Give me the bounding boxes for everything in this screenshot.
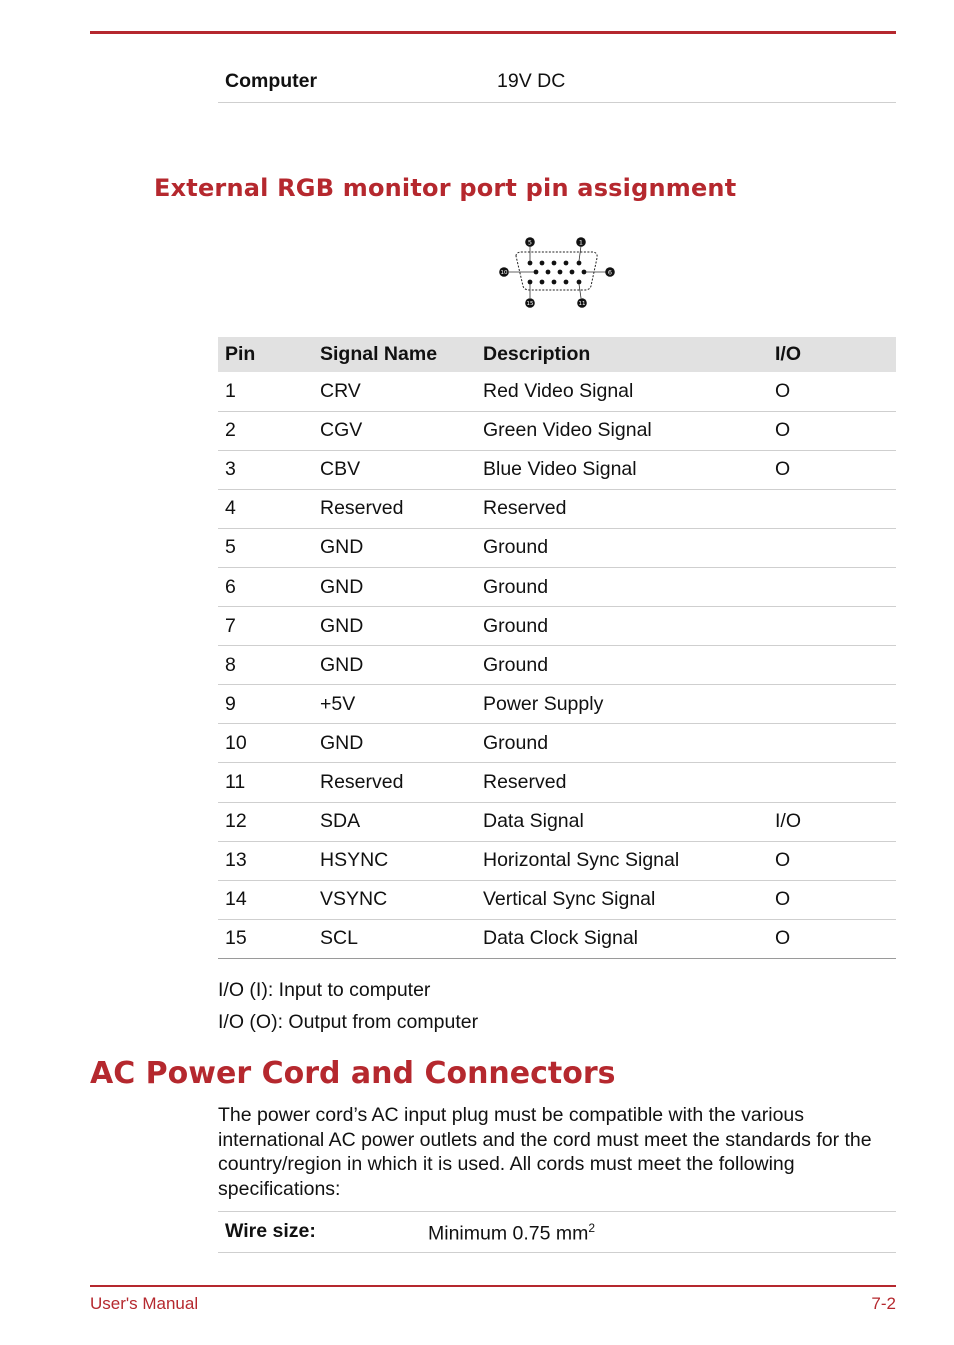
table-row [218, 528, 896, 567]
signal-name: SCL [313, 919, 476, 958]
pin-number: 9 [218, 685, 313, 724]
signal-description: Horizontal Sync Signal [476, 841, 768, 880]
signal-io [768, 724, 896, 763]
signal-description: Data Clock Signal [476, 919, 768, 958]
header-description: Description [476, 337, 768, 372]
signal-io [768, 685, 896, 724]
signal-io [768, 646, 896, 685]
pin-number: 14 [218, 880, 313, 919]
signal-io [768, 607, 896, 646]
signal-description: Ground [476, 528, 768, 567]
signal-description: Vertical Sync Signal [476, 880, 768, 919]
table-row [218, 489, 896, 528]
computer-spec-value: 19V DC [497, 70, 566, 92]
signal-description: Red Video Signal [476, 372, 768, 411]
connector-pins [528, 261, 587, 285]
table-row [218, 763, 896, 802]
pin-number: 1 [218, 372, 313, 411]
note-input: I/O (I): Input to computer [218, 979, 431, 1001]
power-cord-paragraph: The power cord’s AC input plug must be compatible with the various international AC power outlets and the cord must meet the standards for the country/region in which it is used. All cords must meet the following specifications: [218, 1104, 872, 1200]
wire-size-value-wrap [428, 1221, 595, 1246]
pin-number: 11 [218, 763, 313, 802]
header-io: I/O [768, 337, 896, 372]
table-row [218, 450, 896, 489]
signal-io: O [768, 372, 896, 411]
signal-io [768, 489, 896, 528]
table-row [218, 802, 896, 841]
table-row [218, 685, 896, 724]
signal-description: Data Signal [476, 802, 768, 841]
svg-text:10: 10 [500, 270, 508, 277]
table-row [218, 607, 896, 646]
pin-number: 12 [218, 802, 313, 841]
pin-number: 6 [218, 567, 313, 606]
signal-description: Ground [476, 646, 768, 685]
signal-name: CGV [313, 411, 476, 450]
bottom-rule [90, 1285, 896, 1287]
svg-text:5: 5 [527, 238, 533, 247]
table-row [218, 646, 896, 685]
svg-text:1: 1 [578, 238, 584, 247]
wire-size-key: Wire size: [225, 1220, 316, 1242]
section-title: External RGB monitor port pin assignment [154, 174, 737, 202]
pin-label-10 [499, 267, 509, 277]
signal-io: O [768, 880, 896, 919]
vga-connector-diagram [494, 232, 624, 312]
signal-description: Ground [476, 724, 768, 763]
svg-text:6: 6 [607, 268, 613, 277]
header-signal-name: Signal Name [313, 337, 476, 372]
table-row [218, 724, 896, 763]
footer-page-number: 7-2 [871, 1294, 896, 1313]
pin-number: 15 [218, 919, 313, 958]
wire-size-superscript: 2 [588, 1221, 596, 1235]
computer-spec-key: Computer [225, 70, 318, 92]
pin-number: 5 [218, 528, 313, 567]
pin-number: 4 [218, 489, 313, 528]
signal-description: Reserved [476, 763, 768, 802]
signal-io [768, 567, 896, 606]
pin-label-6 [605, 267, 615, 277]
signal-name: CRV [313, 372, 476, 411]
signal-name: HSYNC [313, 841, 476, 880]
signal-name: CBV [313, 450, 476, 489]
chapter-title: AC Power Cord and Connectors [90, 1056, 616, 1091]
signal-name: Reserved [313, 763, 476, 802]
pin-label-1 [576, 237, 586, 247]
signal-name: GND [313, 646, 476, 685]
signal-io: O [768, 450, 896, 489]
signal-name: SDA [313, 802, 476, 841]
signal-description: Reserved [476, 489, 768, 528]
pin-number: 3 [218, 450, 313, 489]
signal-name: GND [313, 607, 476, 646]
pin-assignment-table [218, 337, 896, 959]
pin-number: 10 [218, 724, 313, 763]
pin-label-15 [525, 298, 535, 308]
signal-description: Ground [476, 607, 768, 646]
pin-label-5 [525, 237, 535, 247]
signal-name: GND [313, 567, 476, 606]
pin-number: 13 [218, 841, 313, 880]
table-row [218, 411, 896, 450]
signal-io: O [768, 841, 896, 880]
signal-description: Ground [476, 567, 768, 606]
computer-spec-row [218, 68, 896, 103]
signal-io [768, 763, 896, 802]
table-row [218, 880, 896, 919]
wire-size-value: Minimum 0.75 mm [428, 1222, 589, 1245]
header-pin: Pin [218, 337, 313, 372]
signal-description: Power Supply [476, 685, 768, 724]
pin-number: 2 [218, 411, 313, 450]
wire-size-row [218, 1211, 896, 1253]
signal-io: O [768, 919, 896, 958]
table-row [218, 567, 896, 606]
pin-label-11 [577, 298, 587, 308]
signal-io: O [768, 411, 896, 450]
pin-number: 7 [218, 607, 313, 646]
footer-manual-title: User's Manual [90, 1294, 199, 1313]
top-rule [90, 31, 896, 34]
table-row [218, 372, 896, 411]
table-header-row [218, 337, 896, 372]
signal-name: Reserved [313, 489, 476, 528]
signal-name: GND [313, 724, 476, 763]
signal-name: GND [313, 528, 476, 567]
note-output: I/O (O): Output from computer [218, 1011, 479, 1033]
signal-io: I/O [768, 802, 896, 841]
svg-text:15: 15 [526, 301, 534, 308]
table-row [218, 841, 896, 880]
svg-text:11: 11 [578, 301, 586, 308]
pin-number: 8 [218, 646, 313, 685]
signal-name: +5V [313, 685, 476, 724]
table-row [218, 919, 896, 958]
signal-name: VSYNC [313, 880, 476, 919]
signal-description: Green Video Signal [476, 411, 768, 450]
signal-io [768, 528, 896, 567]
signal-description: Blue Video Signal [476, 450, 768, 489]
